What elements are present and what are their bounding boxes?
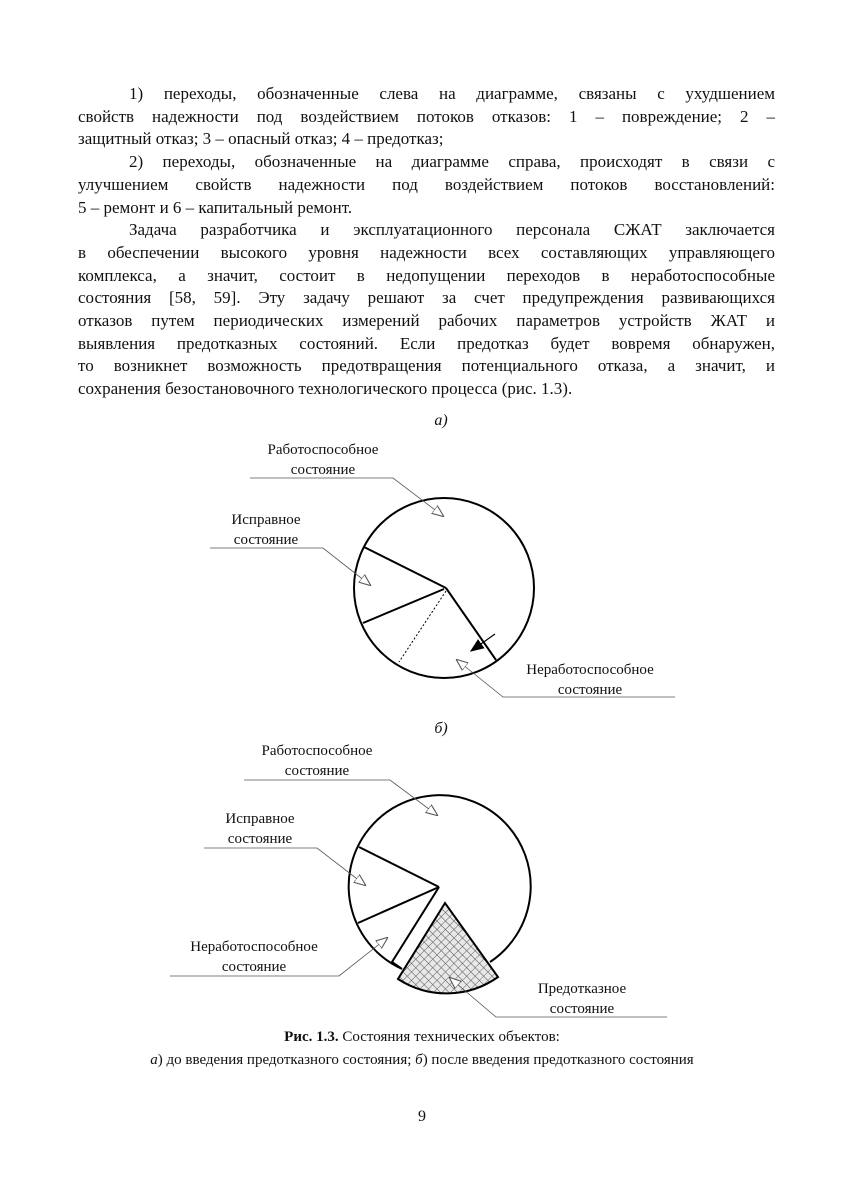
caption-mark-b: б xyxy=(415,1052,423,1068)
transition-arrow xyxy=(471,634,495,651)
label-operable-a xyxy=(268,440,379,480)
label-line: состояние xyxy=(284,763,350,779)
label-prefailure-b xyxy=(538,979,626,1019)
label-line: состояние xyxy=(221,959,287,975)
text-line: в обеспечении высокого уровня надежности всех составляющих управляющего xyxy=(78,242,775,262)
caption-number: Рис. 1.3. xyxy=(284,1029,339,1045)
text-line: состояния [58, 59]. Эту задачу решают за счет предупреждения развивающихся xyxy=(78,288,775,308)
label-serviceable-b xyxy=(225,809,294,849)
caption-text-b: ) после введения предотказного состояния xyxy=(422,1052,694,1068)
caption-mark-a: а xyxy=(150,1052,158,1068)
caption-title: Состояния технических объектов: xyxy=(338,1029,560,1045)
text-line: 5 – ремонт и 6 – капитальный ремонт. xyxy=(78,197,353,217)
sector-line xyxy=(363,589,444,623)
label-line: состояние xyxy=(290,462,356,478)
text-line: улучшением свойств надежности под воздействием потоков восстановлений: xyxy=(78,174,775,194)
text-line: отказов путем периодических измерений рабочих параметров устройств ЖАТ и xyxy=(78,311,775,331)
label-inoperable-a xyxy=(526,660,654,700)
label-line: Работоспособное xyxy=(267,442,379,458)
label-serviceable-a xyxy=(231,510,300,550)
label-line: Неработоспособное xyxy=(190,939,318,955)
sector-line xyxy=(359,847,439,887)
label-line: Предотказное xyxy=(537,981,627,997)
text-line: то возникнет возможность предотвращения потенциального отказа, а значит, и xyxy=(78,356,775,376)
caption-text-a: ) до введения предотказного состояния; xyxy=(157,1052,416,1068)
label-operable-b xyxy=(262,741,373,781)
leader-serviceable xyxy=(204,848,365,885)
label-line: Работоспособное xyxy=(261,743,373,759)
sector-line xyxy=(446,588,496,660)
label-line: состояние xyxy=(233,532,299,548)
text-line: Задача разработчика и эксплуатационного персонала СЖАТ заключается xyxy=(129,220,775,240)
label-line: Неработоспособное xyxy=(526,662,654,678)
subfigure-label-a: а) xyxy=(434,412,448,429)
text-line: свойств надежности под воздействием потоков отказов: 1 – повреждение; 2 – xyxy=(78,106,775,126)
text-line: защитный отказ; 3 – опасный отказ; 4 – предотказ; xyxy=(78,129,444,149)
page-number: 9 xyxy=(418,1108,426,1125)
label-line: состояние xyxy=(557,682,623,698)
figure-caption-title xyxy=(0,1028,844,1046)
sector-line xyxy=(364,547,446,588)
dotted-line xyxy=(399,591,446,662)
text-line: комплекса, а значит, состоит в недопущении переходов в неработоспособные xyxy=(78,265,775,285)
subfigure-label-b: б) xyxy=(434,720,448,737)
label-inoperable-b xyxy=(190,937,318,977)
leader-serviceable xyxy=(210,548,370,585)
label-line: Исправное xyxy=(231,512,301,528)
label-line: состояние xyxy=(227,831,293,847)
label-line: Исправное xyxy=(225,811,295,827)
text-line: 2) переходы, обозначенные на диаграмме справа, происходят в связи с xyxy=(129,152,775,172)
figure-caption-legend xyxy=(0,1051,844,1069)
text-line: 1) переходы, обозначенные слева на диаграмме, связаны с ухудшением xyxy=(129,84,775,103)
text-line: выявления предотказных состояний. Если предотказ будет вовремя обнаружен, xyxy=(78,333,775,353)
label-line: состояние xyxy=(549,1001,615,1017)
text-line: сохранения безостановочного технологического процесса (рис. 1.3). xyxy=(78,379,573,399)
prefailure-sector xyxy=(398,903,498,993)
